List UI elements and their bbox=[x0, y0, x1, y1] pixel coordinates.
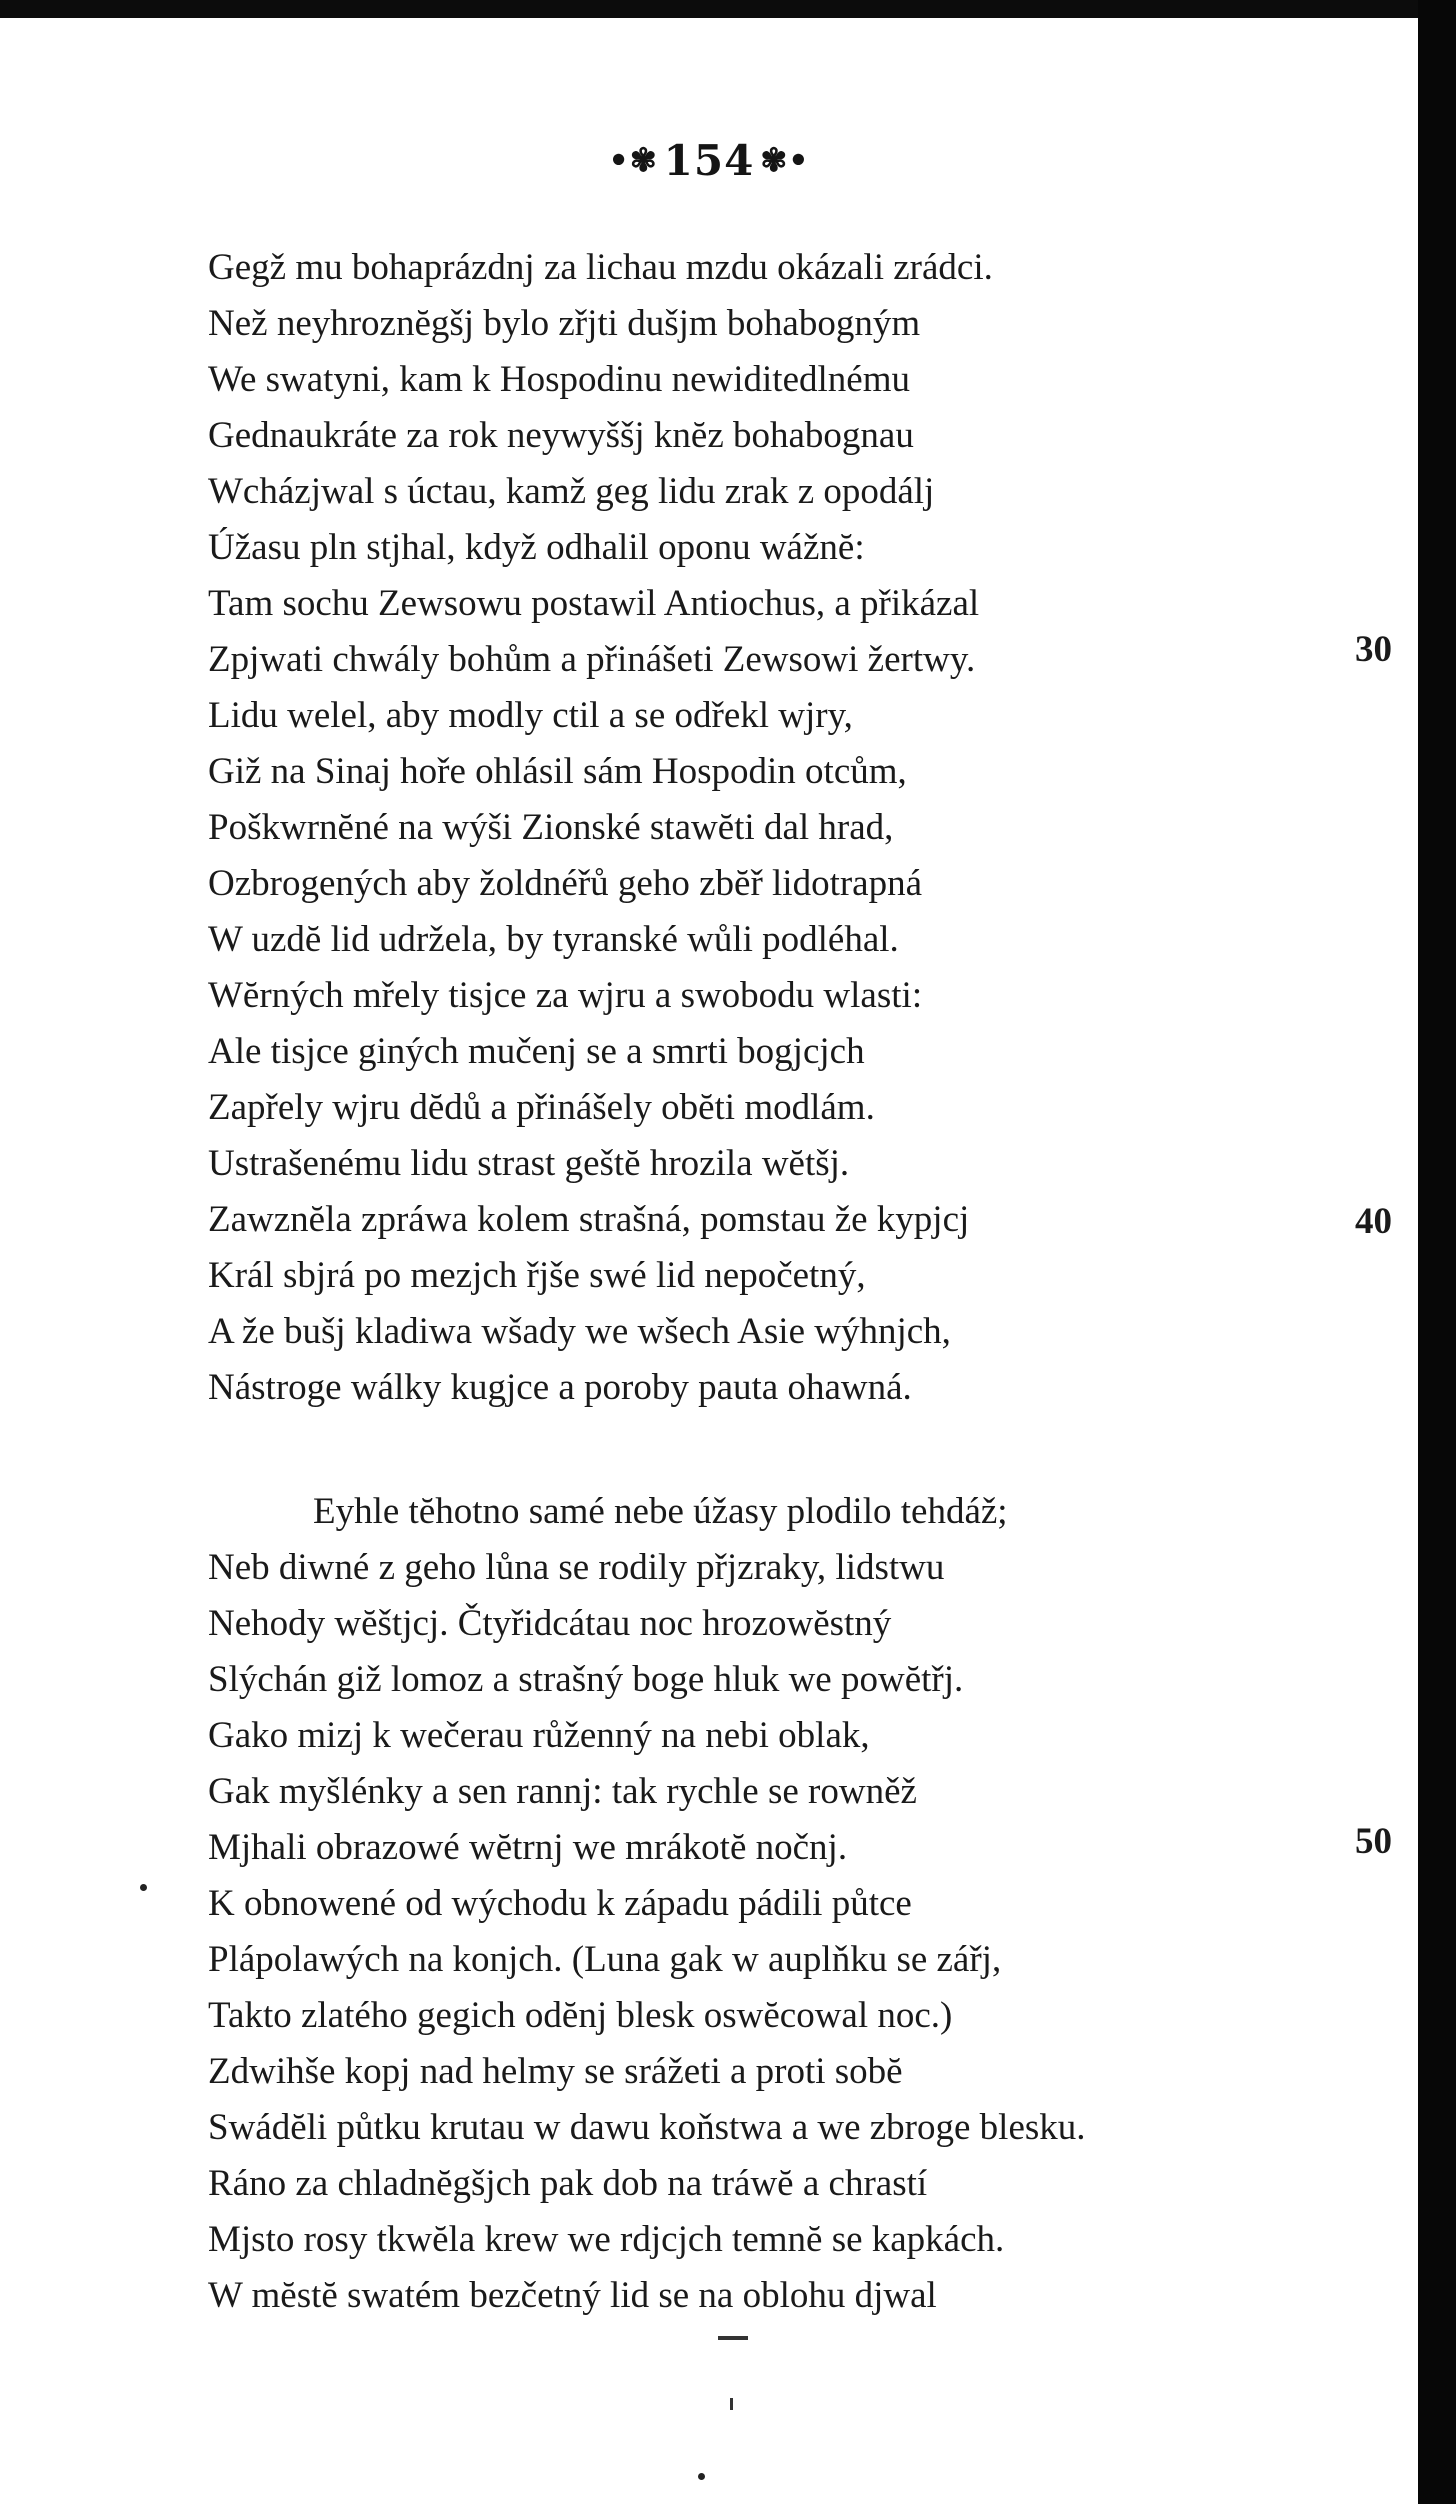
verse-line: Nástroge wálky kugjce a poroby pauta ohawná. bbox=[208, 1367, 912, 1408]
verse-line: Plápolawých na konjch. (Luna gak w auplňku se zářj, bbox=[208, 1939, 1002, 1980]
verse-line: Takto zlatého gegich odĕnj blesk oswĕcowal noc.) bbox=[208, 1995, 953, 2036]
verse-line: K obnowené od wýchodu k západu pádili půtce bbox=[208, 1883, 912, 1924]
verse-stanza-2 bbox=[208, 1484, 1086, 2324]
verse-line: Zapřely wjru dĕdů a přinášely obĕti modlám. bbox=[208, 1087, 875, 1128]
scan-edge bbox=[1418, 0, 1456, 2504]
verse-line: Gegž mu bohaprázdnj za lichau mzdu okázali zrádci. bbox=[208, 247, 993, 288]
verse-line: Eyhle tĕhotno samé nebe úžasy plodilo tehdáž; bbox=[313, 1491, 1008, 1532]
page-number: 154 bbox=[663, 136, 755, 185]
verse-line: Gednaukráte za rok neywyššj knĕz bohabognau bbox=[208, 415, 914, 456]
book-page bbox=[0, 18, 1418, 2504]
verse-line: Zawznĕla zpráwa kolem strašná, pomstau že kypjcj bbox=[208, 1199, 970, 1240]
verse-line: A že bušj kladiwa wšady we wšech Asie wýhnjch, bbox=[208, 1311, 951, 1352]
verse-line: Slýchán giž lomoz a strašný boge hluk we powĕtřj. bbox=[208, 1659, 964, 1700]
verse-line: Úžasu pln stjhal, když odhalil oponu wážnĕ: bbox=[208, 527, 865, 568]
verse-line: Ustrašenému lidu strast geštĕ hrozila wĕtšj. bbox=[208, 1143, 850, 1184]
print-speck bbox=[718, 2336, 748, 2340]
print-speck bbox=[140, 1884, 147, 1891]
print-speck bbox=[730, 2398, 733, 2410]
verse-line: Wĕrných mřely tisjce za wjru a swobodu wlasti: bbox=[208, 975, 923, 1016]
verse-line: Král sbjrá po mezjch řjše swé lid nepočetný, bbox=[208, 1255, 866, 1296]
verse-line: Gako mizj k wečerau růženný na nebi oblak, bbox=[208, 1715, 870, 1756]
verse-line: Tam sochu Zewsowu postawil Antiochus, a přikázal bbox=[208, 583, 980, 624]
right-ornament-icon: ✾• bbox=[760, 141, 810, 179]
verse-line: Neb diwné z geho lůna se rodily přjzraky, lidstwu bbox=[208, 1547, 945, 1588]
verse-line: Nehody wĕštjcj. Čtyřidcátau noc hrozowĕstný bbox=[208, 1603, 892, 1644]
verse-line: Ale tisjce giných mučenj se a smrti bogjcjch bbox=[208, 1031, 865, 1072]
verse-line: Zdwihše kopj nad helmy se srážeti a proti sobĕ bbox=[208, 2051, 903, 2092]
left-ornament-icon: •✾ bbox=[608, 141, 658, 179]
verse-line: W mĕstĕ swatém bezčetný lid se na oblohu djwal bbox=[208, 2275, 937, 2316]
print-speck bbox=[698, 2473, 705, 2480]
verse-line: Ozbrogených aby žoldnéřů geho zbĕř lidotrapná bbox=[208, 863, 923, 904]
verse-line: Wcházjwal s úctau, kamž geg lidu zrak z opodálj bbox=[208, 471, 935, 512]
verse-line: Mjsto rosy tkwĕla krew we rdjcjch temnĕ se kapkách. bbox=[208, 2219, 1005, 2260]
verse-line: Gak myšlénky a sen rannj: tak rychle se rowněž bbox=[208, 1771, 917, 1812]
line-number: 50 bbox=[1355, 1821, 1392, 1862]
verse-line: Mjhali obrazowé wĕtrnj we mrákotĕ nočnj. bbox=[208, 1827, 848, 1868]
verse-line: Giž na Sinaj hoře ohlásil sám Hospodin otcům, bbox=[208, 751, 907, 792]
verse-line: Swádĕli půtku krutau w dawu koňstwa a we zbroge blesku. bbox=[208, 2107, 1086, 2148]
verse-stanza-1 bbox=[208, 240, 993, 1416]
page-header bbox=[0, 136, 1418, 185]
line-number: 40 bbox=[1355, 1201, 1392, 1242]
verse-line: Lidu welel, aby modly ctil a se odřekl wjry, bbox=[208, 695, 853, 736]
line-number: 30 bbox=[1355, 629, 1392, 670]
verse-line: Poškwrnĕné na wýši Zionské stawĕti dal hrad, bbox=[208, 807, 894, 848]
verse-line: Zpjwati chwály bohům a přinášeti Zewsowi žertwy. bbox=[208, 639, 976, 680]
verse-line: Než neyhroznĕgšj bylo zřjti dušjm bohabogným bbox=[208, 303, 921, 344]
verse-line: We swatyni, kam k Hospodinu newiditedlnému bbox=[208, 359, 910, 400]
verse-line: W uzdĕ lid udržela, by tyranské wůli podléhal. bbox=[208, 919, 899, 960]
verse-line: Ráno za chladnĕgšjch pak dob na tráwĕ a chrastí bbox=[208, 2163, 928, 2204]
